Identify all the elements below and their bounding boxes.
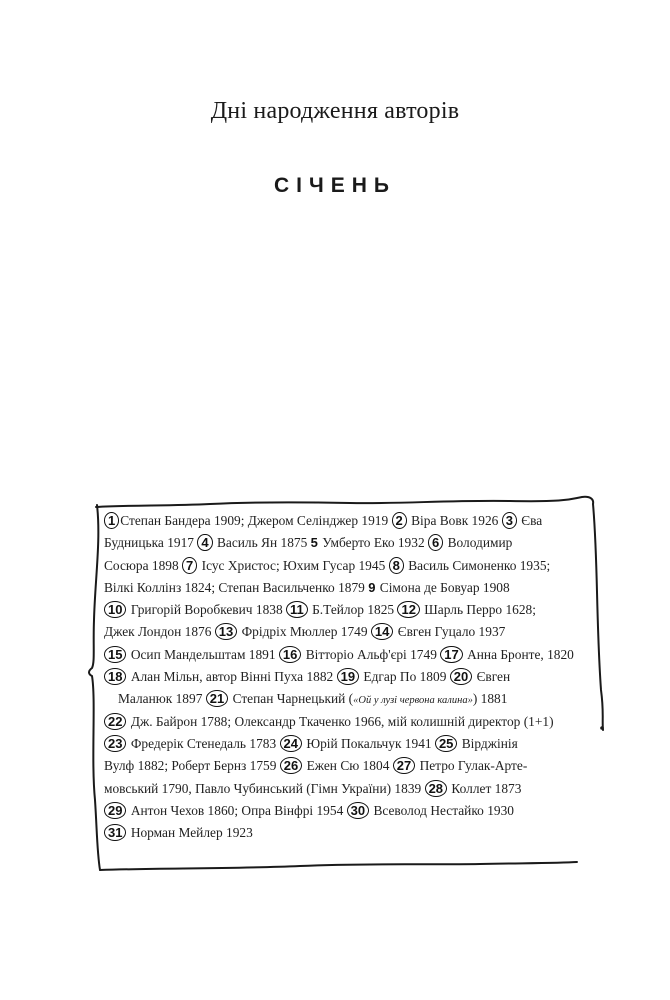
calendar-line [104, 733, 594, 755]
circled-day-number: 2 [392, 512, 407, 529]
frame-bottom-stroke [100, 862, 577, 870]
calendar-line [104, 688, 594, 710]
frame-right-stroke [593, 504, 603, 730]
birthday-entry-text: Коллет 1873 [448, 780, 522, 796]
calendar-line [104, 711, 594, 733]
frame-top-stroke [96, 497, 593, 507]
circled-day-number: 12 [397, 601, 419, 618]
birthday-entry-text: Віра Вовк 1926 [407, 513, 502, 528]
birthday-entry-text: Євген Гуцало 1937 [394, 624, 506, 640]
calendar-line [104, 577, 594, 599]
calendar-line [104, 822, 594, 844]
birthday-entry-text: Степан Бандера 1909; Джером Селінджер 1919 [120, 513, 392, 528]
day-number: 9 [368, 579, 376, 595]
birthday-entry-text: Джек Лондон 1876 [104, 624, 215, 640]
ink-dot [600, 726, 604, 730]
birthday-entry-text: Маланюк 1897 [118, 691, 206, 707]
birthday-entry-text: Єва [517, 513, 543, 528]
calendar-line [104, 755, 594, 777]
birthday-entry-text: Шарль Перро 1628; [420, 602, 536, 618]
calendar-line [104, 644, 594, 666]
circled-day-number: 31 [104, 824, 126, 841]
song-title: «Ой у лузі червона калина» [353, 695, 473, 707]
circled-day-number: 19 [337, 668, 359, 685]
circled-day-number: 28 [425, 780, 447, 797]
birthday-entry-text: Сімона де Бовуар 1908 [376, 579, 510, 595]
circled-day-number: 25 [435, 735, 457, 752]
circled-day-number: 30 [347, 802, 369, 819]
birthday-entry-text: Б.Тейлор 1825 [308, 602, 398, 618]
birthday-entry-text: Осип Мандельштам 1891 [127, 646, 279, 662]
birthday-entry-text: Степан Чарнецький ( [229, 691, 354, 707]
circled-day-number: 20 [450, 668, 472, 685]
circled-day-number: 10 [104, 601, 126, 618]
circled-day-number: 7 [182, 557, 197, 574]
calendar-line [104, 555, 594, 577]
birthday-entry-text: Едгар По 1809 [360, 669, 450, 685]
circled-day-number: 29 [104, 802, 126, 819]
calendar-line [104, 621, 594, 643]
circled-day-number: 26 [280, 757, 302, 774]
circled-day-number: 15 [104, 646, 126, 663]
birthday-entry-text: Умберто Еко 1932 [318, 535, 428, 551]
birthday-entry-text: Дж. Байрон 1788; Олександр Ткаченко 1966, мій колишній директор (1+1) [127, 713, 554, 729]
calendar-line [104, 666, 594, 688]
birthday-entry-text: Вулф 1882; Роберт Бернз 1759 [104, 758, 280, 774]
birthday-entry-text: Анна Бронте, 1820 [463, 646, 574, 662]
circled-day-number: 27 [393, 757, 415, 774]
birthday-entry-text: Вітторіо Альф'єрі 1749 [302, 646, 441, 662]
circled-day-number: 22 [104, 713, 126, 730]
birthday-entry-text: мовський 1790, Павло Чубинський (Гімн України) 1839 [104, 780, 425, 796]
birthday-entry-text: Володимир [444, 535, 513, 551]
circled-day-number: 8 [389, 557, 404, 574]
birthday-entry-text: Фрідріх Мюллер 1749 [238, 624, 371, 640]
day-number: 5 [310, 535, 318, 551]
frame-left-stroke [89, 505, 100, 870]
birthday-entry-text: Юрій Покальчук 1941 [302, 735, 435, 751]
birthday-entry-text: Ісус Христос; Юхим Гусар 1945 [198, 557, 389, 573]
birthday-calendar [104, 510, 594, 844]
birthday-entry-text: Василь Симоненко 1935; [404, 557, 551, 573]
birthday-entry-text: Антон Чехов 1860; Опра Вінфрі 1954 [127, 802, 347, 818]
circled-day-number: 18 [104, 668, 126, 685]
calendar-line [104, 599, 594, 621]
birthday-entry-text: Норман Мейлер 1923 [127, 825, 253, 841]
birthday-entry-text: Вілкі Коллінз 1824; Степан Васильченко 1879 [104, 579, 369, 595]
birthday-entry-text: Євген [473, 669, 511, 685]
circled-day-number: 1 [104, 512, 119, 529]
circled-day-number: 16 [279, 646, 301, 663]
circled-day-number: 14 [371, 623, 393, 640]
circled-day-number: 3 [502, 512, 517, 529]
birthday-entry-text: Григорій Воробкевич 1838 [127, 602, 287, 618]
month-title: СІЧЕНЬ [273, 174, 397, 197]
birthday-entry-text: Сосюра 1898 [104, 557, 183, 573]
circled-day-number: 23 [104, 735, 126, 752]
circled-day-number: 11 [286, 601, 308, 618]
calendar-line [104, 510, 594, 532]
circled-day-number: 6 [428, 534, 443, 551]
circled-day-number: 4 [197, 534, 212, 551]
birthday-entry-text: ) 1881 [472, 691, 508, 707]
birthday-entry-text: Будницька 1917 [104, 535, 198, 551]
circled-day-number: 17 [440, 646, 462, 663]
calendar-line [104, 800, 594, 822]
birthday-entry-text: Вірджінія [458, 735, 518, 751]
calendar-line [104, 532, 594, 554]
calendar-line [104, 778, 594, 800]
birthday-entry-text: Петро Гулак-Арте- [416, 758, 528, 774]
birthday-entry-text: Василь Ян 1875 [213, 535, 311, 551]
birthday-entry-text: Ежен Сю 1804 [303, 758, 393, 774]
birthday-entry-text: Фредерік Стенедаль 1783 [127, 735, 280, 751]
circled-day-number: 21 [206, 690, 228, 707]
circled-day-number: 13 [215, 623, 237, 640]
birthday-entry-text: Всеволод Нестайко 1930 [370, 802, 514, 818]
birthday-entry-text: Алан Мільн, автор Вінні Пуха 1882 [127, 669, 337, 685]
circled-day-number: 24 [280, 735, 302, 752]
page-heading: Дні народження авторів [210, 98, 460, 124]
